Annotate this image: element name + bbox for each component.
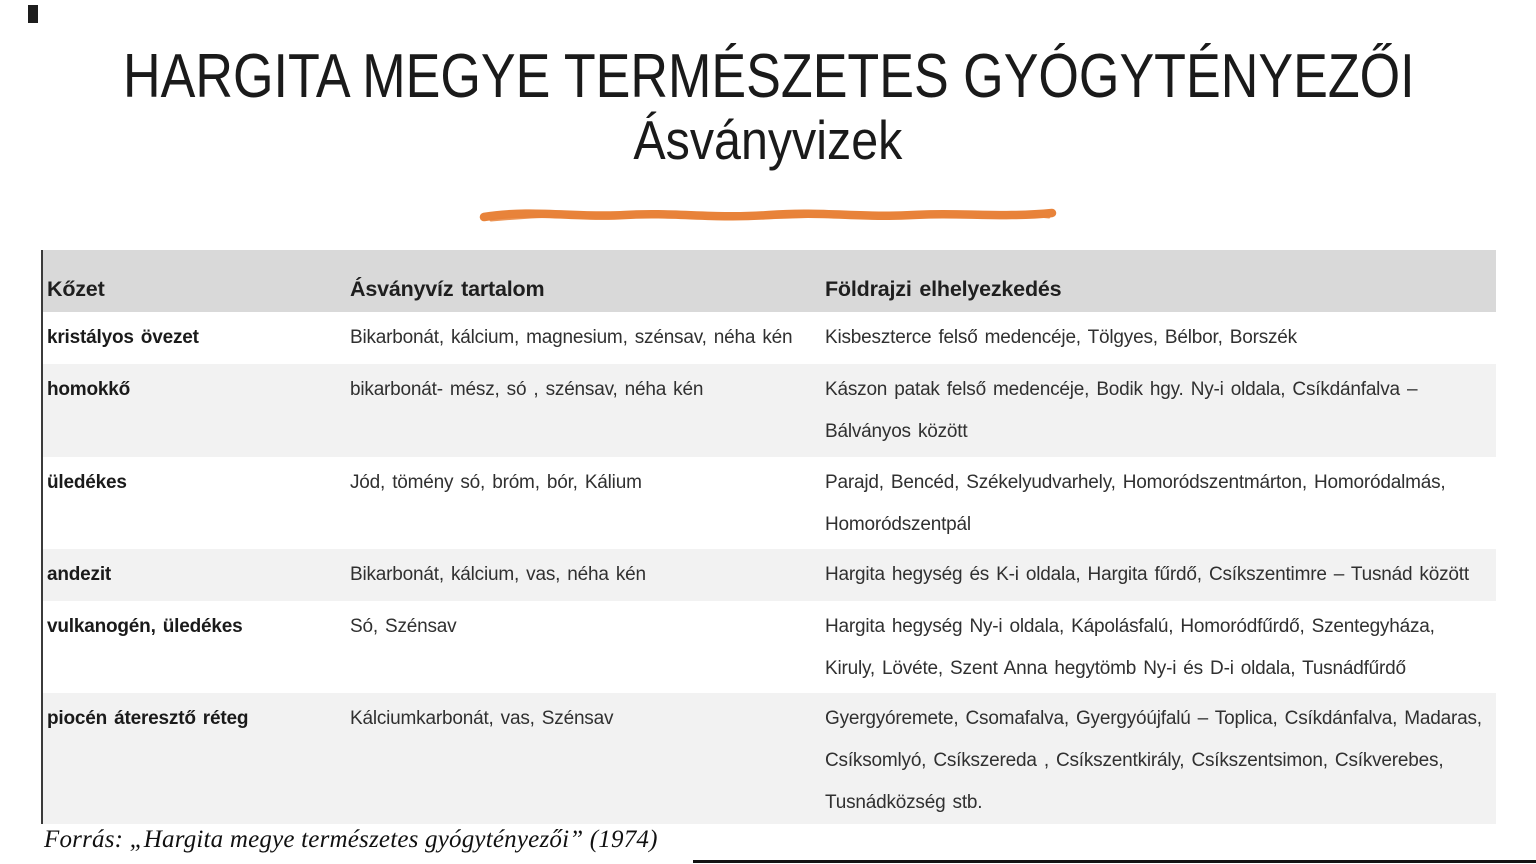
cell-geographic-location: Gyergyóremete, Csomafalva, Gyergyóújfalú – Toplica, Csíkdánfalva, Madaras, Csíksomlyó, Csíkszereda , Csíkszentkirály, Csíkszentsimon, Csíkverebes, Tusnádközség stb. <box>825 708 1482 813</box>
table-header <box>42 250 1496 312</box>
cell-mineral-content: Bikarbonát, kálcium, magnesium, szénsav, néha kén <box>350 327 793 348</box>
cell-mineral-content: Kálciumkarbonát, vas, Szénsav <box>350 708 614 729</box>
table-row <box>42 457 1496 549</box>
cell-mineral-content: Bikarbonát, kálcium, vas, néha kén <box>350 564 646 585</box>
cell-mineral-content: bikarbonát- mész, só , szénsav, néha kén <box>350 379 704 400</box>
cell-rock-type: vulkanogén, üledékes <box>47 616 243 637</box>
cell-mineral-content: Só, Szénsav <box>350 616 457 637</box>
cell-rock-type: piocén áteresztő réteg <box>47 708 249 729</box>
header-row <box>42 250 1496 312</box>
bottom-edge-line <box>693 860 1536 863</box>
title-block <box>0 44 1536 170</box>
col-header-asvanyviz-tartalom: Ásványvíz tartalom <box>350 277 545 301</box>
col-header-foldrajzi-elhelyezkedes: Földrajzi elhelyezkedés <box>825 277 1062 301</box>
cell-rock-type: homokkő <box>47 379 131 400</box>
underline-squiggle-decoration <box>477 201 1059 229</box>
cell-geographic-location: Kisbeszterce felső medencéje, Tölgyes, Bélbor, Borszék <box>825 327 1297 348</box>
cell-mineral-content: Jód, tömény só, bróm, bór, Kálium <box>350 472 642 493</box>
cell-geographic-location: Kászon patak felső medencéje, Bodik hgy. Ny-i oldala, Csíkdánfalva – Bálványos között <box>825 379 1418 442</box>
cell-rock-type: kristályos övezet <box>47 327 199 348</box>
page-title <box>0 44 1536 111</box>
cell-geographic-location: Hargita hegység és K-i oldala, Hargita fűrdő, Csíkszentimre – Tusnád között <box>825 564 1469 585</box>
page-subtitle-text: Ásványvizek <box>633 108 903 171</box>
table-row <box>42 601 1496 693</box>
mineral-water-table <box>41 250 1496 824</box>
table-row <box>42 549 1496 601</box>
table-row <box>42 364 1496 457</box>
cell-rock-type: üledékes <box>47 472 127 493</box>
corner-mark <box>28 5 38 23</box>
cell-geographic-location: Hargita hegység Ny-i oldala, Kápolásfalú, Homoródfűrdő, Szentegyháza, Kiruly, Lövéte, Szent Anna hegytömb Ny-i és D-i oldala, Tusnádfűrdő <box>825 616 1435 679</box>
col-header-kozet: Kőzet <box>47 277 105 301</box>
table-body <box>42 312 1496 824</box>
table-row <box>42 693 1496 824</box>
page-title-text: HARGITA MEGYE TERMÉSZETES GYÓGYTÉNYEZŐI <box>123 42 1415 111</box>
page-subtitle <box>0 108 1536 171</box>
cell-geographic-location: Parajd, Bencéd, Székelyudvarhely, Homoródszentmárton, Homoródalmás, Homoródszentpál <box>825 472 1446 535</box>
cell-rock-type: andezit <box>47 564 112 585</box>
source-citation: Forrás: „Hargita megye természetes gyógytényezői” (1974) <box>44 826 658 853</box>
table-row <box>42 312 1496 364</box>
